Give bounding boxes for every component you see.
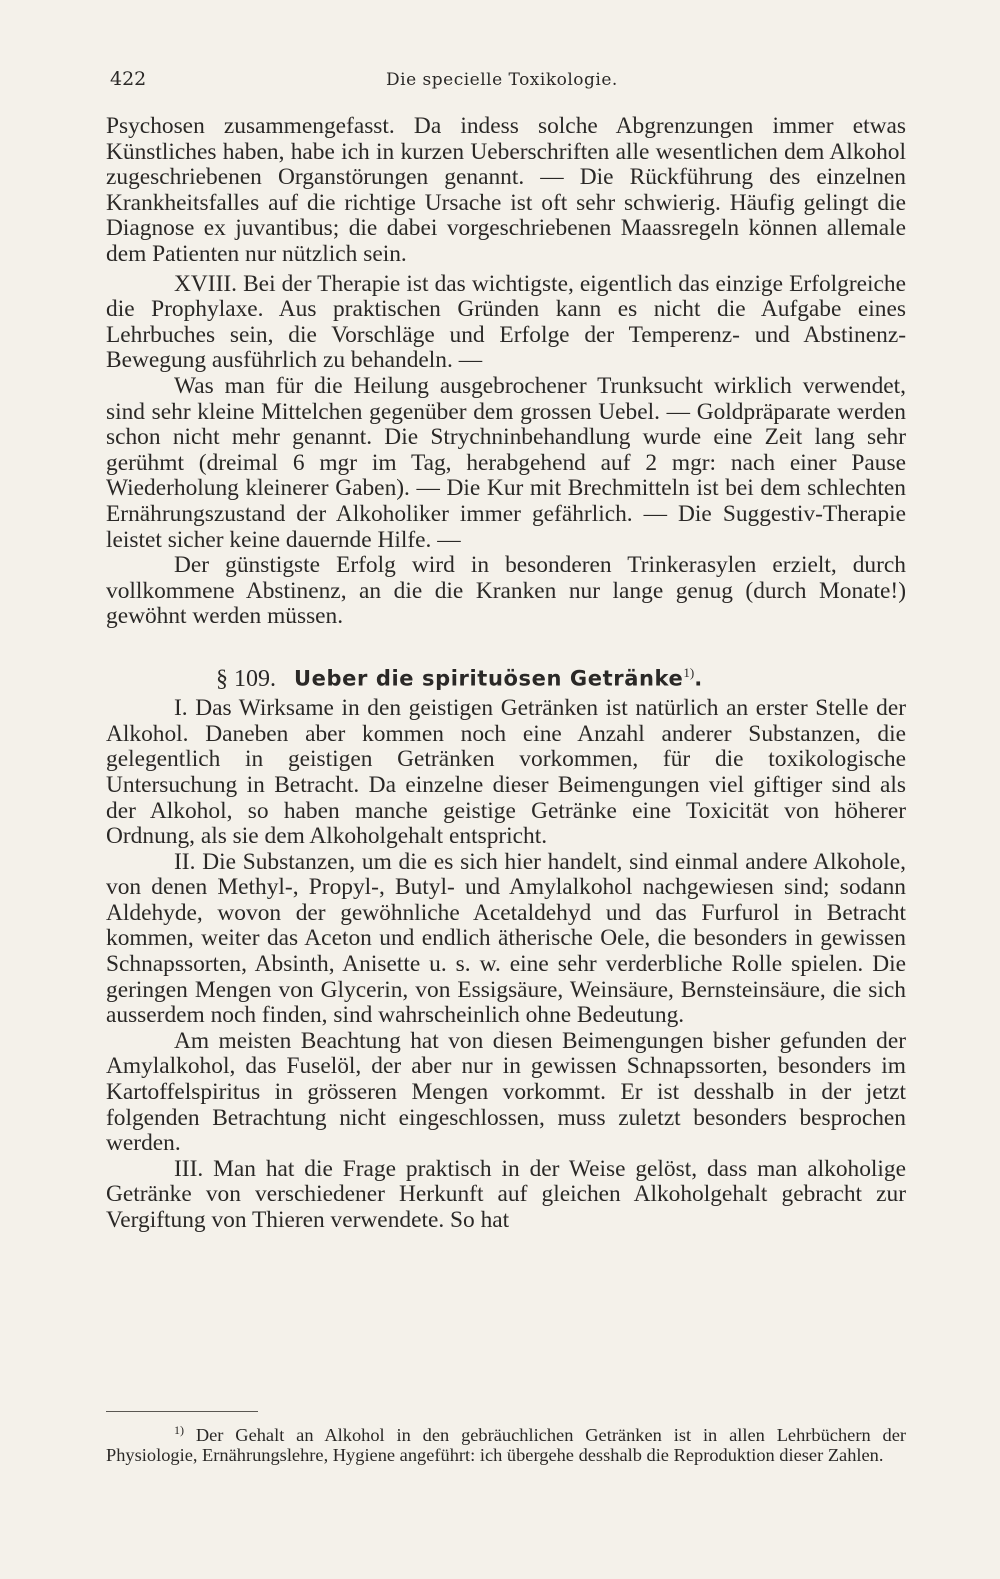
footnotes	[106, 1420, 906, 1465]
page-number: 422	[110, 68, 147, 90]
footnote-text: Der Gehalt an Alkohol in den gebräuchlichen Getränken ist in allen Lehrbüchern der Physiologie, Ernährungslehre, Hygiene angeführt: ich übergehe desshalb die Reproduktion dieser Zahlen.	[106, 1425, 906, 1466]
paragraph: XVIII. Bei der Therapie ist das wichtigste, eigentlich das einzige Erfolgreiche die Prophylaxe. Aus praktischen Gründen kann es nicht die Aufgabe eines Lehrbuches sein, die Vorschläge und Erfolge der Temperenz- und Abstinenz-Bewegung ausführlich zu behandeln. —	[106, 270, 906, 374]
paragraph: Was man für die Heilung ausgebrochener Trunksucht wirklich verwendet, sind sehr kleine Mittelchen gegenüber dem grossen Uebel. — Goldpräparate werden schon nicht mehr genannt. Die Strychninbehandlung wurde eine Zeit lang sehr gerühmt (dreimal 6 mgr im Tag, herabgehend auf 2 mgr: nach einer Pause Wiederholung kleinerer Gaben). — Die Kur mit Brechmitteln ist bei dem schlechten Ernährungszustand der Alkoholiker immer gefährlich. — Die Suggestiv-Therapie leistet sicher keine dauernde Hilfe. —	[106, 372, 906, 553]
paragraph: Psychosen zusammengefasst. Da indess solche Abgrenzungen immer etwas Künstliches haben, habe ich in kurzen Ueberschriften alle wesentlichen dem Alkohol zugeschriebenen Organstörungen genannt. — Die Rückführung des einzelnen Krankheitsfalles auf die richtige Ursache ist oft sehr schwierig. Häufig gelingt die Diagnose ex juvantibus; die dabei vorgeschriebenen Maassregeln können allemale dem Patienten nur nützlich sein.	[106, 113, 906, 267]
footnote	[106, 1420, 906, 1465]
paragraph: I. Das Wirksame in den geistigen Getränken ist natürlich an erster Stelle der Alkohol. Daneben aber kommen noch eine Anzahl anderer Substanzen, die gelegentlich in geistigen Getränken vorkommen, für die toxikologische Untersuchung in Betracht. Da einzelne dieser Beimengungen viel giftiger sind als der Alkohol, so haben manche geistige Getränke eine Toxicität von höherer Ordnung, als sie dem Alkoholgehalt entspricht.	[106, 695, 906, 850]
body-text	[106, 114, 906, 1234]
footnote-divider	[106, 1411, 258, 1412]
page-header	[110, 68, 910, 98]
paragraph: II. Die Substanzen, um die es sich hier handelt, sind einmal andere Alkohole, von denen Methyl-, Propyl-, Butyl- und Amylalkohol nachgewiesen sind; sodann Aldehyde, wovon der gewöhnliche Acetaldehyd und das Furfurol in Betracht kommen, weiter das Aceton und endlich ätherische Oele, die besonders in gewissen Schnapssorten, Absinth, Anisette u. s. w. eine sehr verderbliche Rolle spielen. Die geringen Mengen von Glycerin, von Essigsäure, Weinsäure, Bernsteinsäure, die sich ausserdem noch finden, sind wahrscheinlich ohne Bedeutung.	[106, 848, 906, 1029]
section-title: Ueber die spirituösen Getränke	[294, 666, 684, 691]
section-title-end: .	[694, 666, 703, 691]
paragraph: Der günstigste Erfolg wird in besonderen Trinkerasylen erzielt, durch vollkommene Abstinenz, an die die Kranken nur lange genug (durch Monate!) gewöhnt werden müssen.	[106, 552, 906, 630]
footnote-marker: 1)	[174, 1423, 184, 1437]
paragraph: Am meisten Beachtung hat von diesen Beimengungen bisher gefunden der Amylalkohol, das Fuselöl, der aber nur in gewissen Schnapssorten, besonders im Kartoffelspiritus in grösseren Mengen vorkommt. Er ist desshalb in der jetzt folgenden Betrachtung nicht eingeschlossen, muss zuletzt besonders besprochen werden.	[106, 1027, 906, 1157]
running-head: Die specielle Toxikologie.	[386, 70, 618, 90]
section-heading	[216, 660, 906, 692]
footnote-reference: 1)	[683, 664, 695, 680]
paragraph: III. Man hat die Frage praktisch in der Weise gelöst, dass man alkoholige Getränke von verschiedener Herkunft auf gleichen Alkoholgehalt gebracht zur Vergiftung von Thieren verwendete. So hat	[106, 1155, 906, 1233]
section-number: § 109.	[216, 665, 276, 692]
